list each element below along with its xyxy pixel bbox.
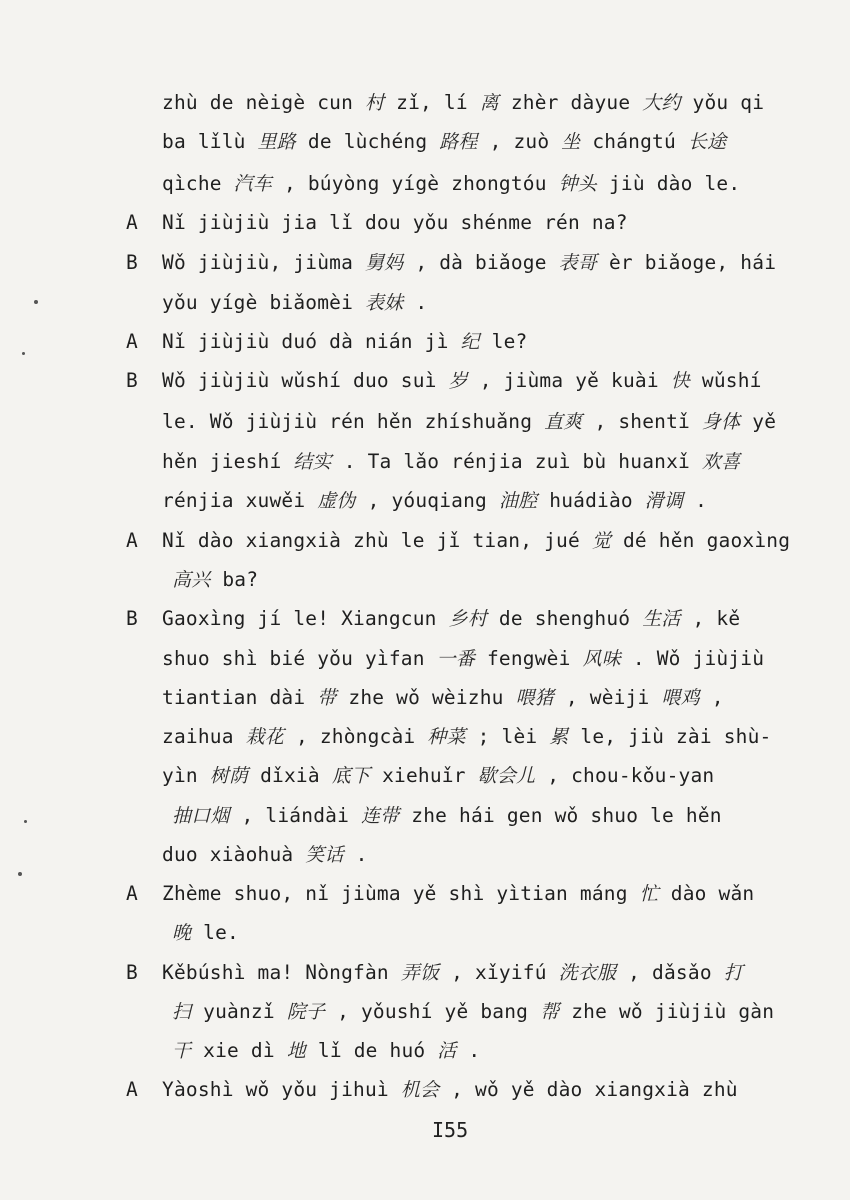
pinyin-text: dé hěn gaoxìng — [611, 529, 791, 552]
speaker-label: A — [126, 211, 138, 234]
pinyin-text: Yàoshì wǒ yǒu jihuì — [162, 1078, 401, 1101]
dialogue-line — [162, 91, 764, 115]
scan-speck — [24, 820, 27, 823]
pinyin-text: . — [343, 843, 368, 866]
hanzi-text: 地 — [286, 1040, 306, 1062]
pinyin-text: yě — [740, 410, 777, 433]
pinyin-text: . — [683, 489, 708, 512]
hanzi-text: 院子 — [286, 1001, 326, 1023]
speaker-label: B — [126, 369, 138, 392]
pinyin-text: zhù de nèigè cun — [162, 91, 365, 114]
pinyin-text: xiehuǐr — [370, 764, 478, 787]
dialogue-line — [172, 1000, 774, 1024]
hanzi-text: 弄饭 — [400, 962, 440, 984]
pinyin-text: , shentǐ — [582, 410, 702, 433]
pinyin-text: Nǐ jiùjiù duó dà nián jì — [162, 330, 461, 353]
hanzi-text: 纪 — [460, 331, 480, 353]
pinyin-text: zhe wǒ jiùjiù gàn — [559, 1000, 775, 1023]
hanzi-text: 岁 — [448, 370, 468, 392]
hanzi-text: 机会 — [400, 1079, 440, 1101]
dialogue-line — [162, 882, 754, 906]
hanzi-text: 欢喜 — [701, 451, 741, 473]
hanzi-text: 风味 — [582, 648, 621, 670]
hanzi-text: 干 — [172, 1040, 192, 1062]
hanzi-text: 表哥 — [558, 252, 598, 274]
pinyin-text: Wǒ jiùjiù wǔshí duo suì — [162, 369, 449, 392]
pinyin-text: le. Wǒ jiùjiù rén hěn zhíshuǎng — [162, 410, 545, 433]
pinyin-text: shuo shì bié yǒu yìfan — [162, 647, 437, 670]
pinyin-text: Gaoxìng jí le! Xiangcun — [162, 607, 449, 630]
pinyin-text: Nǐ jiùjiù jia lǐ dou yǒu shénme rén na? — [162, 211, 628, 234]
pinyin-text: yǒu yígè biǎomèi — [162, 291, 365, 314]
dialogue-line — [162, 529, 790, 553]
dialogue-line — [172, 921, 239, 945]
hanzi-text: 活 — [437, 1040, 457, 1062]
dialogue-line — [162, 369, 762, 393]
pinyin-text: huádiào — [537, 489, 645, 512]
speaker-label: A — [126, 882, 138, 905]
pinyin-text: , wèiji — [553, 686, 662, 709]
pinyin-text: duo xiàohuà — [162, 843, 306, 866]
pinyin-text: ; lèi — [465, 725, 550, 748]
speaker-label: A — [126, 330, 138, 353]
pinyin-text: le? — [479, 330, 528, 353]
hanzi-text: 汽车 — [233, 173, 273, 195]
pinyin-text: xie dì — [191, 1039, 287, 1062]
pinyin-text: zhèr dàyue — [498, 91, 643, 114]
pinyin-text: tiantian dài — [162, 686, 318, 709]
dialogue-line — [162, 686, 724, 710]
pinyin-text: ba lǐlù — [162, 130, 258, 153]
pinyin-text: , búyòng yígè zhongtóu — [272, 172, 559, 195]
speaker-label: A — [126, 529, 138, 552]
pinyin-text: , dǎsǎo — [616, 961, 724, 984]
hanzi-text: 生活 — [642, 608, 681, 630]
dialogue-line — [162, 291, 427, 315]
hanzi-text: 忙 — [639, 883, 659, 905]
pinyin-text: , kě — [680, 607, 741, 630]
pinyin-text: , xǐyifú — [439, 961, 559, 984]
hanzi-text: 坐 — [561, 131, 581, 153]
pinyin-text: . Wǒ jiùjiù — [620, 647, 765, 670]
hanzi-text: 扫 — [172, 1001, 192, 1023]
dialogue-line — [162, 607, 740, 631]
hanzi-text: 累 — [549, 726, 569, 748]
dialogue-line — [172, 568, 258, 592]
pinyin-text: dǐxià — [248, 764, 332, 787]
hanzi-text: 高兴 — [172, 569, 211, 591]
hanzi-text: 钟头 — [558, 173, 598, 195]
dialogue-line — [172, 804, 722, 828]
dialogue-line — [162, 489, 707, 513]
pinyin-text: , yóuqiang — [355, 489, 499, 512]
pinyin-text: jiù dào le. — [597, 172, 741, 195]
hanzi-text: 结实 — [293, 451, 332, 473]
pinyin-text: le. — [191, 921, 239, 944]
pinyin-text: , zuò — [477, 130, 562, 153]
pinyin-text: yìn — [162, 764, 210, 787]
hanzi-text: 身体 — [701, 411, 741, 433]
pinyin-text: ba? — [210, 568, 259, 591]
dialogue-line — [162, 172, 740, 196]
pinyin-text: zǐ, lí — [384, 91, 480, 114]
hanzi-text: 连带 — [360, 805, 400, 827]
hanzi-text: 洗衣服 — [558, 962, 617, 984]
pinyin-text: zhe wǒ wèizhu — [336, 686, 516, 709]
hanzi-text: 笑话 — [305, 844, 344, 866]
hanzi-text: 村 — [364, 92, 385, 114]
pinyin-text: Kěbúshì ma! Nòngfàn — [162, 961, 401, 984]
speaker-label: B — [126, 607, 138, 630]
pinyin-text: . — [456, 1039, 481, 1062]
dialogue-line — [172, 1039, 480, 1063]
pinyin-text: , — [699, 686, 724, 709]
pinyin-text: yuànzǐ — [191, 1000, 287, 1023]
hanzi-text: 乡村 — [448, 608, 487, 630]
pinyin-text: qìche — [162, 172, 234, 195]
dialogue-line — [162, 211, 628, 235]
pinyin-text: , liándài — [229, 804, 361, 827]
pinyin-text: . Ta lǎo rénjia zuì bù huanxǐ — [331, 450, 702, 473]
pinyin-text: de lùchéng — [295, 130, 440, 153]
hanzi-text: 打 — [723, 962, 743, 984]
hanzi-text: 一番 — [436, 648, 476, 670]
hanzi-text: 直爽 — [544, 411, 583, 433]
scan-speck — [34, 300, 38, 304]
speaker-label: A — [126, 1078, 138, 1101]
dialogue-line — [162, 764, 714, 788]
hanzi-text: 滑调 — [644, 490, 684, 512]
dialogue-line — [162, 647, 764, 671]
hanzi-text: 喂鸡 — [661, 687, 700, 709]
pinyin-text: , dà biǎoge — [403, 251, 559, 274]
hanzi-text: 舅妈 — [364, 252, 404, 274]
hanzi-text: 长途 — [687, 131, 727, 153]
pinyin-text: Nǐ dào xiangxià zhù le jǐ tian, jué — [162, 529, 592, 552]
hanzi-text: 油腔 — [498, 490, 538, 512]
pinyin-text: . — [403, 291, 428, 314]
pinyin-text: de shenghuó — [486, 607, 643, 630]
dialogue-line — [162, 450, 740, 474]
hanzi-text: 帮 — [540, 1001, 560, 1023]
hanzi-text: 晚 — [172, 922, 192, 944]
hanzi-text: 离 — [479, 92, 499, 114]
pinyin-text: , chou-kǒu-yan — [535, 764, 715, 787]
hanzi-text: 底下 — [331, 765, 371, 787]
pinyin-text: Wǒ jiùjiù, jiùma — [162, 251, 365, 274]
hanzi-text: 表妹 — [364, 292, 404, 314]
dialogue-line — [162, 410, 776, 434]
scan-speck — [22, 352, 25, 355]
hanzi-text: 路程 — [439, 131, 478, 153]
pinyin-text: chángtú — [580, 130, 688, 153]
pinyin-text: yǒu qi — [680, 91, 765, 114]
speaker-label: B — [126, 961, 138, 984]
pinyin-text: le, jiù zài shù- — [568, 725, 772, 748]
page-number: I55 — [432, 1118, 469, 1142]
pinyin-text: fengwèi — [475, 647, 583, 670]
hanzi-text: 抽口烟 — [172, 805, 230, 827]
pinyin-text: èr biǎoge, hái — [597, 251, 777, 274]
dialogue-line — [162, 251, 776, 275]
pinyin-text: , wǒ yě dào xiangxià zhù — [439, 1078, 738, 1101]
hanzi-text: 快 — [670, 370, 690, 392]
speaker-label: B — [126, 251, 138, 274]
pinyin-text: , zhòngcài — [284, 725, 428, 748]
pinyin-text: , jiùma yě kuài — [467, 369, 671, 392]
hanzi-text: 栽花 — [245, 726, 284, 748]
pinyin-text: zhe hái gen wǒ shuo le hěn — [399, 804, 722, 827]
hanzi-text: 大约 — [642, 92, 681, 114]
scan-speck — [18, 872, 22, 876]
dialogue-line — [162, 130, 726, 154]
pinyin-text: zaihua — [162, 725, 246, 748]
pinyin-text: Zhème shuo, nǐ jiùma yě shì yìtian máng — [162, 882, 640, 905]
dialogue-line — [162, 1078, 738, 1102]
dialogue-line — [162, 330, 527, 354]
hanzi-text: 喂猪 — [515, 687, 554, 709]
pinyin-text: hěn jieshí — [162, 450, 294, 473]
pinyin-text: rénjia xuwěi — [162, 489, 318, 512]
dialogue-line — [162, 961, 743, 985]
hanzi-text: 种菜 — [427, 726, 466, 748]
dialogue-line — [162, 843, 368, 867]
pinyin-text: lǐ de huó — [305, 1039, 438, 1062]
hanzi-text: 里路 — [257, 131, 296, 153]
pinyin-text: , yǒushí yě bang — [325, 1000, 541, 1023]
hanzi-text: 虚伪 — [317, 490, 356, 512]
dialogue-line — [162, 725, 771, 749]
hanzi-text: 带 — [317, 687, 337, 709]
pinyin-text: wǔshí — [689, 369, 762, 392]
hanzi-text: 歇会儿 — [477, 765, 536, 787]
pinyin-text: dào wǎn — [658, 882, 755, 905]
hanzi-text: 觉 — [591, 530, 612, 552]
hanzi-text: 树荫 — [209, 765, 249, 787]
